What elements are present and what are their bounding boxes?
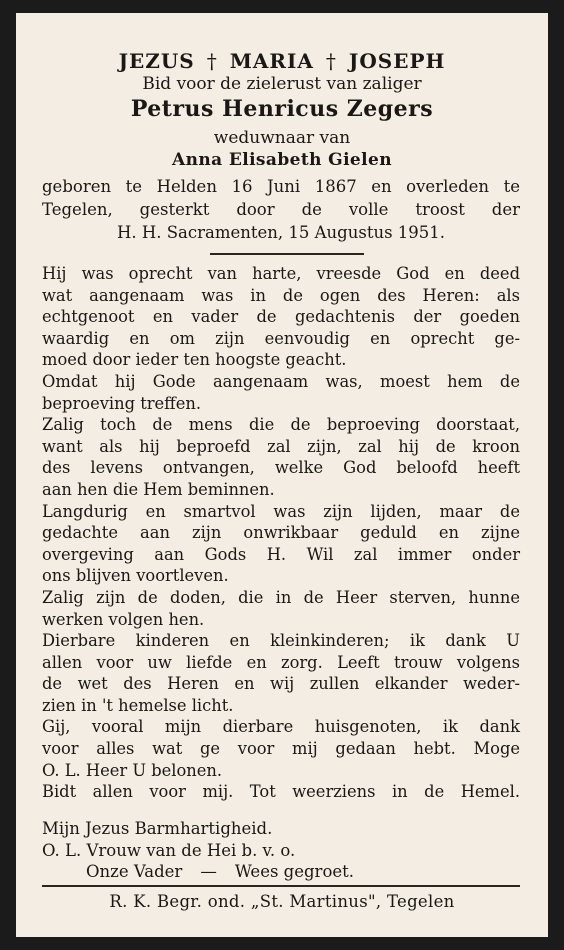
text-line: echtgenoot en vader de gedachtenis der goeden bbox=[42, 307, 520, 327]
text-line: zien in 't hemelse licht. bbox=[42, 695, 234, 715]
closing-dash: — bbox=[200, 862, 217, 882]
text-line: Zalig zijn de doden, die in de Heer sterven, hunne bbox=[42, 587, 520, 607]
text-line: ons blijven voortleven. bbox=[42, 566, 229, 586]
text-line: Langdurig en smartvol was zijn lijden, maar de bbox=[42, 501, 520, 521]
text-line: de wet des Heren en wij zullen elkander weder- bbox=[42, 674, 520, 694]
divider-short bbox=[210, 253, 364, 255]
closing-wees-gegroet: Wees gegroet. bbox=[234, 862, 355, 882]
text-line: Dierbare kinderen en kleinkinderen; ik dank U bbox=[42, 631, 520, 651]
text-line: overgeving aan Gods H. Wil zal immer onder bbox=[42, 544, 520, 564]
closing-line: Mijn Jezus Barmhartigheid. bbox=[42, 819, 273, 838]
text-line: Omdat hij Gode aangenaam was, moest hem de bbox=[42, 371, 520, 391]
text-line: wat aangenaam was in de ogen des Heren: als bbox=[42, 285, 520, 305]
prayer-line: Bid voor de zielerust van zaliger bbox=[142, 74, 422, 94]
life-dates-line: geboren te Helden 16 Juni 1867 en overleden te bbox=[42, 177, 520, 196]
text-line: gedachte aan zijn onwrikbaar geduld en zijne bbox=[42, 523, 520, 543]
text-line: Hij was oprecht van harte, vreesde God en deed bbox=[42, 264, 520, 283]
invocation-maria: MARIA bbox=[229, 49, 314, 73]
text-line: allen voor uw liefde en zorg. Leeft trouw volgens bbox=[42, 652, 520, 672]
text-line: Bidt allen voor mij. Tot weerziens in de Hemel. bbox=[42, 782, 520, 802]
cross-icon: † bbox=[206, 49, 218, 73]
text-line: Gij, vooral mijn dierbare huisgenoten, ik dank bbox=[42, 717, 520, 737]
text-line: want als hij beproefd zal zijn, zal hij de kroon bbox=[42, 436, 520, 456]
text-line: waardig en om zijn eenvoudig en oprecht ge- bbox=[42, 328, 520, 348]
closing-onze-vader: Onze Vader bbox=[86, 862, 183, 882]
card-header bbox=[16, 49, 548, 171]
invocation-jezus: JEZUS bbox=[118, 49, 195, 73]
spouse-name: Anna Elisabeth Gielen bbox=[172, 150, 392, 170]
invocation-joseph: JOSEPH bbox=[348, 49, 446, 73]
life-dates-line: Tegelen, gesterkt door de volle troost der bbox=[42, 200, 520, 219]
life-dates bbox=[42, 175, 520, 244]
closing-line: O. L. Vrouw van de Hei b. v. o. bbox=[42, 840, 296, 860]
text-line: des levens ontvangen, welke God beloofd heeft bbox=[42, 458, 520, 478]
printer-credit: R. K. Begr. ond. „St. Martinus", Tegelen bbox=[109, 892, 455, 911]
deceased-name: Petrus Henricus Zegers bbox=[130, 96, 434, 122]
relation-line: weduwnaar van bbox=[213, 128, 351, 148]
closing-prayers bbox=[42, 818, 354, 883]
memorial-card bbox=[16, 13, 548, 937]
life-dates-line: H. H. Sacramenten, 15 Augustus 1951. bbox=[116, 223, 446, 242]
closing-line bbox=[86, 861, 354, 883]
text-line: beproeving treffen. bbox=[42, 393, 202, 413]
text-line: O. L. Heer U belonen. bbox=[42, 760, 223, 780]
memorial-text bbox=[42, 263, 520, 803]
invocation-line bbox=[16, 49, 548, 73]
cross-icon: † bbox=[325, 49, 337, 73]
divider-full bbox=[42, 885, 520, 887]
text-line: Zalig toch de mens die de beproeving doorstaat, bbox=[42, 415, 520, 435]
text-line: voor alles wat ge voor mij gedaan hebt. Moge bbox=[42, 739, 520, 759]
text-line: aan hen die Hem beminnen. bbox=[42, 479, 275, 499]
text-line: werken volgen hen. bbox=[42, 609, 205, 629]
text-line: moed door ieder ten hoogste geacht. bbox=[42, 350, 347, 370]
